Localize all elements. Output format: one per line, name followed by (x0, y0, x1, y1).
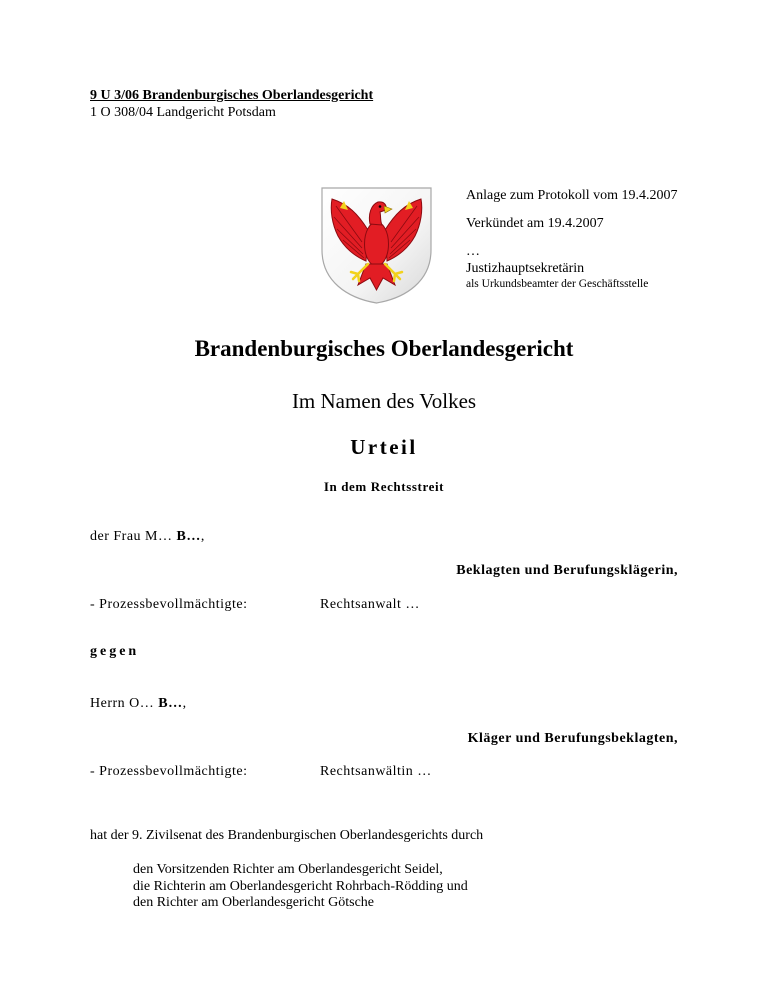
judges-list (133, 862, 468, 912)
versus-label: gegen (90, 644, 140, 659)
annex-line: Anlage zum Protokoll vom 19.4.2007 (466, 188, 678, 203)
judgment-heading: Urteil (350, 435, 418, 459)
plaintiff-name: Herrn O… B…, (90, 696, 187, 711)
defendant-name: der Frau M… B…, (90, 529, 205, 544)
judge-item: den Richter am Oberlandesgericht Götsche (133, 895, 375, 910)
defendant-counsel-label: - Prozessbevollmächtigte: (90, 597, 248, 612)
signature-ellipsis: … (466, 244, 480, 259)
clerk-role: als Urkundsbeamter der Geschäftsstelle (466, 278, 649, 290)
in-the-name-heading: Im Namen des Volkes (291, 389, 477, 413)
court-intro: hat der 9. Zivilsenat des Brandenburgischen Oberlandesgerichts durch (90, 828, 484, 843)
judge-item: die Richterin am Oberlandesgericht Rohrbach-Rödding und (133, 878, 468, 894)
dispute-heading: In dem Rechtsstreit (323, 479, 445, 494)
court-title: Brandenburgisches Oberlandesgericht (194, 336, 574, 361)
coat-of-arms-icon (318, 184, 435, 305)
announced-line: Verkündet am 19.4.2007 (466, 216, 604, 231)
defendant-role: Beklagten und Berufungsklägerin, (456, 563, 678, 578)
lower-court-reference: 1 O 308/04 Landgericht Potsdam (90, 105, 276, 120)
case-number: 9 U 3/06 Brandenburgisches Oberlandesgericht (90, 88, 374, 103)
defendant-counsel-value: Rechtsanwalt … (320, 597, 420, 612)
plaintiff-counsel-value: Rechtsanwältin … (320, 764, 432, 779)
protocol-info (466, 187, 678, 291)
plaintiff-role: Kläger und Berufungsbeklagten, (467, 731, 678, 746)
judge-item: den Vorsitzenden Richter am Oberlandesgericht Seidel, (133, 862, 443, 877)
clerk-title: Justizhauptsekretärin (466, 261, 585, 276)
plaintiff-counsel-label: - Prozessbevollmächtigte: (90, 764, 248, 779)
